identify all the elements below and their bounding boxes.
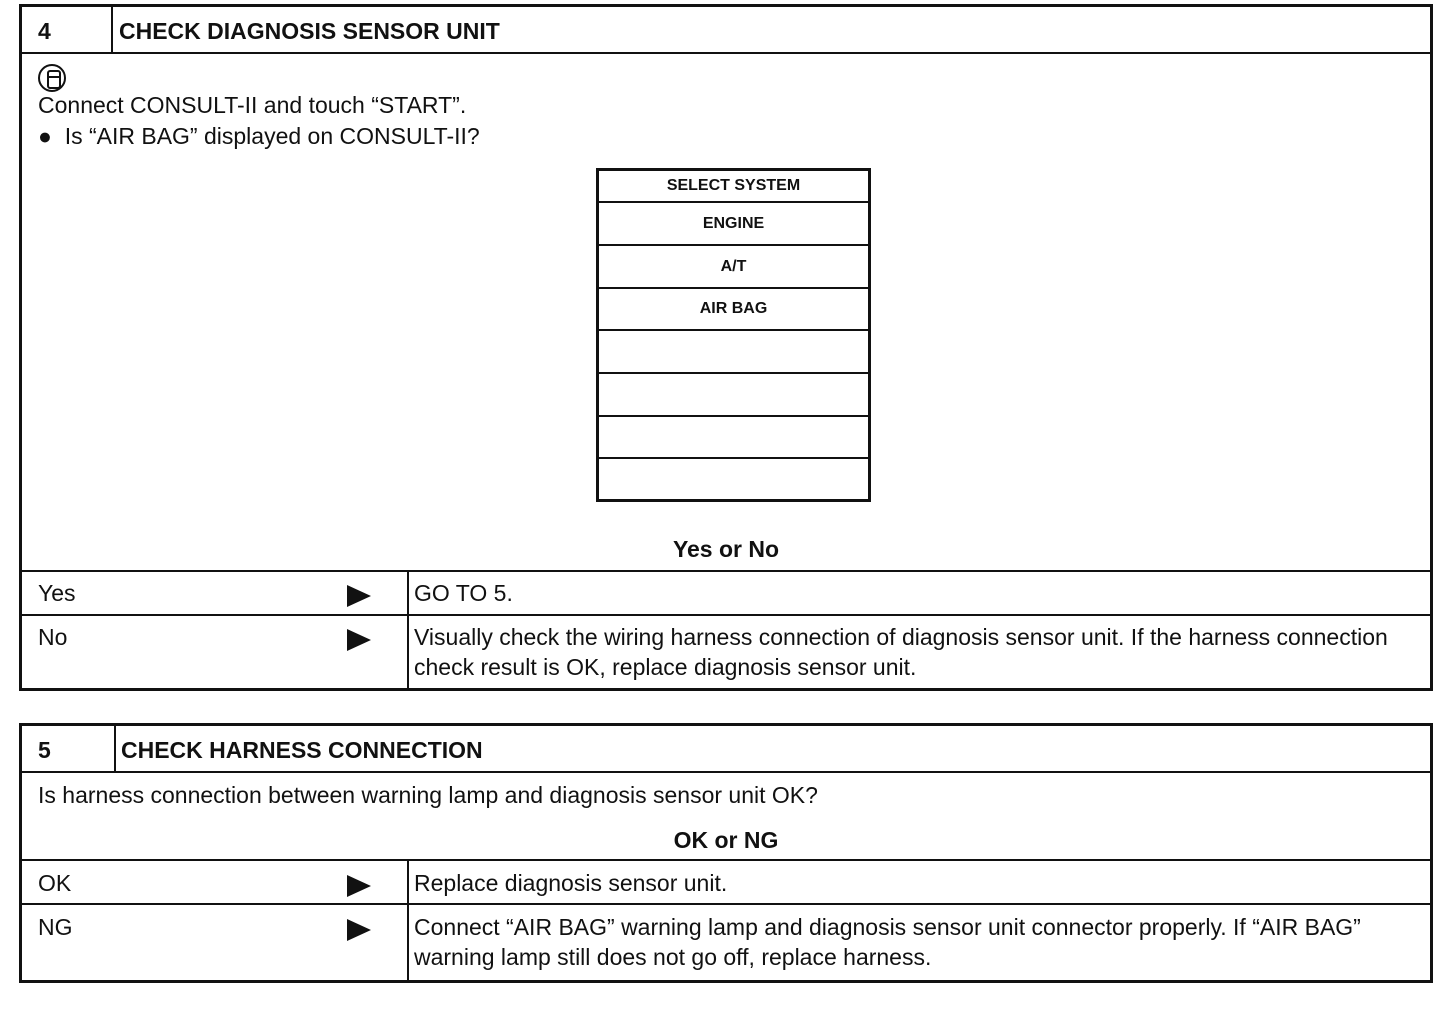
- row-rule: [22, 570, 1430, 572]
- answer-ok-label: OK: [38, 870, 72, 896]
- bullet-item: [38, 121, 480, 151]
- column-divider: [407, 570, 409, 691]
- arrow-right-icon: [347, 919, 371, 941]
- step-number: 5: [38, 737, 51, 763]
- step-title: CHECK HARNESS CONNECTION: [121, 737, 483, 763]
- row-rule: [22, 614, 1430, 616]
- step-title: CHECK DIAGNOSIS SENSOR UNIT: [119, 18, 500, 44]
- screen-item-empty: [599, 417, 868, 459]
- bullet-icon: ●: [38, 123, 52, 149]
- header-rule: [22, 771, 1430, 773]
- instruction-text: Connect CONSULT-II and touch “START”.: [38, 92, 467, 118]
- header-rule: [22, 52, 1430, 54]
- screen-item-empty: [599, 374, 868, 417]
- answer-ng-result: Connect “AIR BAG” warning lamp and diagnosis sensor unit connector properly. If “AIR BAG” warning lamp still does not go off, replace harness.: [414, 914, 1361, 970]
- screen-item-engine: ENGINE: [599, 203, 868, 246]
- step-5-table: [19, 723, 1433, 983]
- answer-ok-result: Replace diagnosis sensor unit.: [414, 870, 728, 896]
- screen-item-empty: [599, 459, 868, 499]
- step-4-table: [19, 4, 1433, 691]
- header-divider: [111, 7, 113, 52]
- column-divider: [407, 859, 409, 981]
- consult-screen: [596, 168, 871, 502]
- consult-icon: [38, 64, 66, 92]
- arrow-right-icon: [347, 629, 371, 651]
- screen-header: SELECT SYSTEM: [599, 171, 868, 203]
- question-label: Yes or No: [672, 536, 780, 562]
- question-text: Is harness connection between warning lamp and diagnosis sensor unit OK?: [38, 782, 818, 808]
- answer-ng-label: NG: [38, 914, 73, 940]
- answer-yes-label: Yes: [38, 580, 76, 606]
- screen-item-air-bag: AIR BAG: [599, 289, 868, 331]
- screen-item-empty: [599, 331, 868, 374]
- row-rule: [22, 903, 1430, 905]
- arrow-right-icon: [347, 875, 371, 897]
- row-rule: [22, 859, 1430, 861]
- answer-no-label: No: [38, 624, 68, 650]
- bullet-text: Is “AIR BAG” displayed on CONSULT-II?: [64, 123, 480, 149]
- step-number: 4: [38, 18, 51, 44]
- screen-item-at: A/T: [599, 246, 868, 289]
- header-divider: [114, 726, 116, 771]
- answer-yes-result: GO TO 5.: [414, 580, 513, 606]
- question-label: OK or NG: [673, 827, 779, 853]
- arrow-right-icon: [347, 585, 371, 607]
- answer-no-result: Visually check the wiring harness connection of diagnosis sensor unit. If the harness connection check result is OK, replace diagnosis sensor unit.: [414, 624, 1388, 680]
